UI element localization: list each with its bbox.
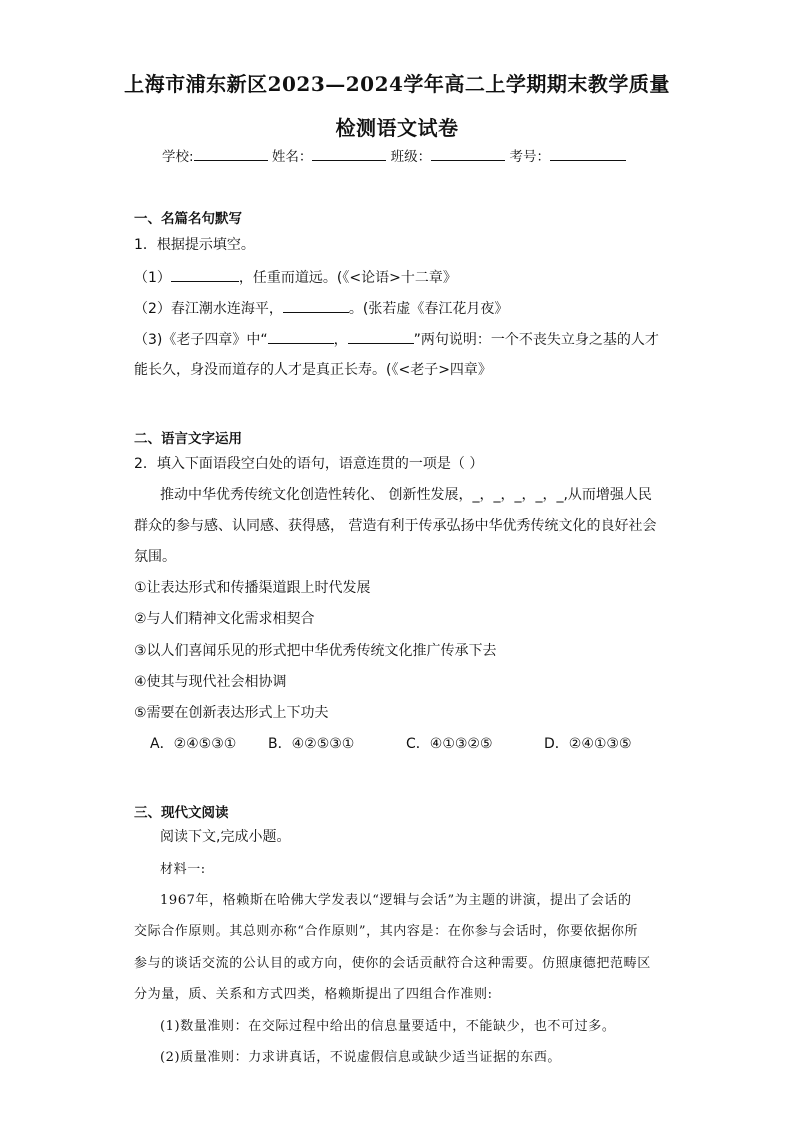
item1-suffix: ，任重而道远。(《<论语>十二章》 [238, 270, 457, 286]
question1-item3 [134, 328, 659, 349]
sentence-option-5: ⑤需要在创新表达形式上下功夫 [134, 705, 329, 721]
choice-a[interactable]: A．②④⑤③① [150, 736, 237, 752]
choice-c[interactable]: C．④①③②⑤ [406, 736, 493, 752]
rule-quantity: (1)数量准则：在交际过程中给出的信息量要适中，不能缺少，也不可过多。 [160, 1019, 616, 1034]
question1-stem: 1．根据提示填空。 [134, 237, 255, 253]
material-label: 材料一: [160, 862, 206, 877]
passage-line: 1967年，格赖斯在哈佛大学发表以“逻辑与会话”为主题的讲演，提出了会话的 [160, 893, 632, 908]
item3-prefix: （3)《老子四章》中“ [134, 332, 268, 348]
passage-line: 参与的谈话交流的公认目的或方向，使你的会话贡献符合这种需要。仿照康德把范畴区 [134, 956, 651, 971]
sentence-option-4: ④使其与现代社会相协调 [134, 674, 287, 690]
answer-choices [150, 733, 632, 753]
item2-suffix: 。(张若虚《春江花月夜》 [348, 301, 509, 317]
item3-mid: ， [333, 332, 348, 348]
page-subtitle: 检测语文试卷 [335, 116, 459, 140]
rule-quality: (2)质量准则：力求讲真话，不说虚假信息或缺少适当证据的东西。 [160, 1050, 562, 1065]
item1-prefix: （1） [134, 270, 171, 286]
choice-b[interactable]: B．④②⑤③① [268, 736, 355, 752]
choice-d[interactable]: D．②④①③⑤ [544, 736, 632, 752]
section1-heading: 一、名篇名句默写 [134, 211, 242, 227]
school-label: 学校: [162, 149, 194, 165]
item3-suffix: ”两句说明：一个不丧失立身之基的人才 [413, 332, 659, 348]
name-label: 姓名： [271, 149, 313, 165]
class-blank[interactable] [431, 146, 505, 161]
exam-no-blank[interactable] [550, 146, 626, 161]
school-blank[interactable] [194, 146, 268, 161]
question1-item1 [134, 266, 457, 287]
item2-prefix: （2）春江潮水连海平， [134, 301, 283, 317]
paragraph-line: 推动中华优秀传统文化创造性转化、 创新性发展，_，_，_，_，_,从而增强人民 [160, 487, 652, 503]
paragraph-line: 氛围。 [134, 549, 176, 565]
question1-item2 [134, 297, 508, 318]
section2-heading: 二、语言文字运用 [134, 431, 242, 447]
exam-no-label: 考号： [509, 149, 550, 165]
section3-heading: 三、现代文阅读 [134, 805, 229, 821]
item1-blank[interactable] [171, 266, 239, 282]
question1-item3-line2: 能长久，身没而道存的人才是真正长寿。(《<老子>四章》 [134, 362, 492, 378]
paragraph-line: 群众的参与感、认同感、获得感， 营造有利于传承弘扬中华优秀传统文化的良好社会 [134, 518, 657, 534]
passage-line: 交际合作原则。其总则亦称“合作原则”，其内容是：在你参与会话时，你要依据你所 [134, 924, 639, 939]
student-info-line [162, 145, 626, 165]
item2-blank[interactable] [283, 297, 349, 313]
sentence-option-2: ②与人们精神文化需求相契合 [134, 611, 315, 627]
question2-stem: 2．填入下面语段空白处的语句，语意连贯的一项是（ ） [134, 456, 484, 472]
reading-instruction: 阅读下文,完成小题。 [160, 829, 291, 845]
item3-blank-1[interactable] [268, 328, 334, 344]
page-title: 上海市浦东新区2023—2024学年高二上学期期末教学质量 [124, 72, 670, 96]
passage-line: 分为量，质、关系和方式四类，格赖斯提出了四组合作准则: [134, 987, 493, 1002]
name-blank[interactable] [312, 146, 386, 161]
class-label: 班级： [390, 149, 432, 165]
sentence-option-1: ①让表达形式和传播渠道跟上时代发展 [134, 580, 371, 596]
sentence-option-3: ③以人们喜闻乐见的形式把中华优秀传统文化推广传承下去 [134, 643, 497, 659]
item3-blank-2[interactable] [348, 328, 414, 344]
